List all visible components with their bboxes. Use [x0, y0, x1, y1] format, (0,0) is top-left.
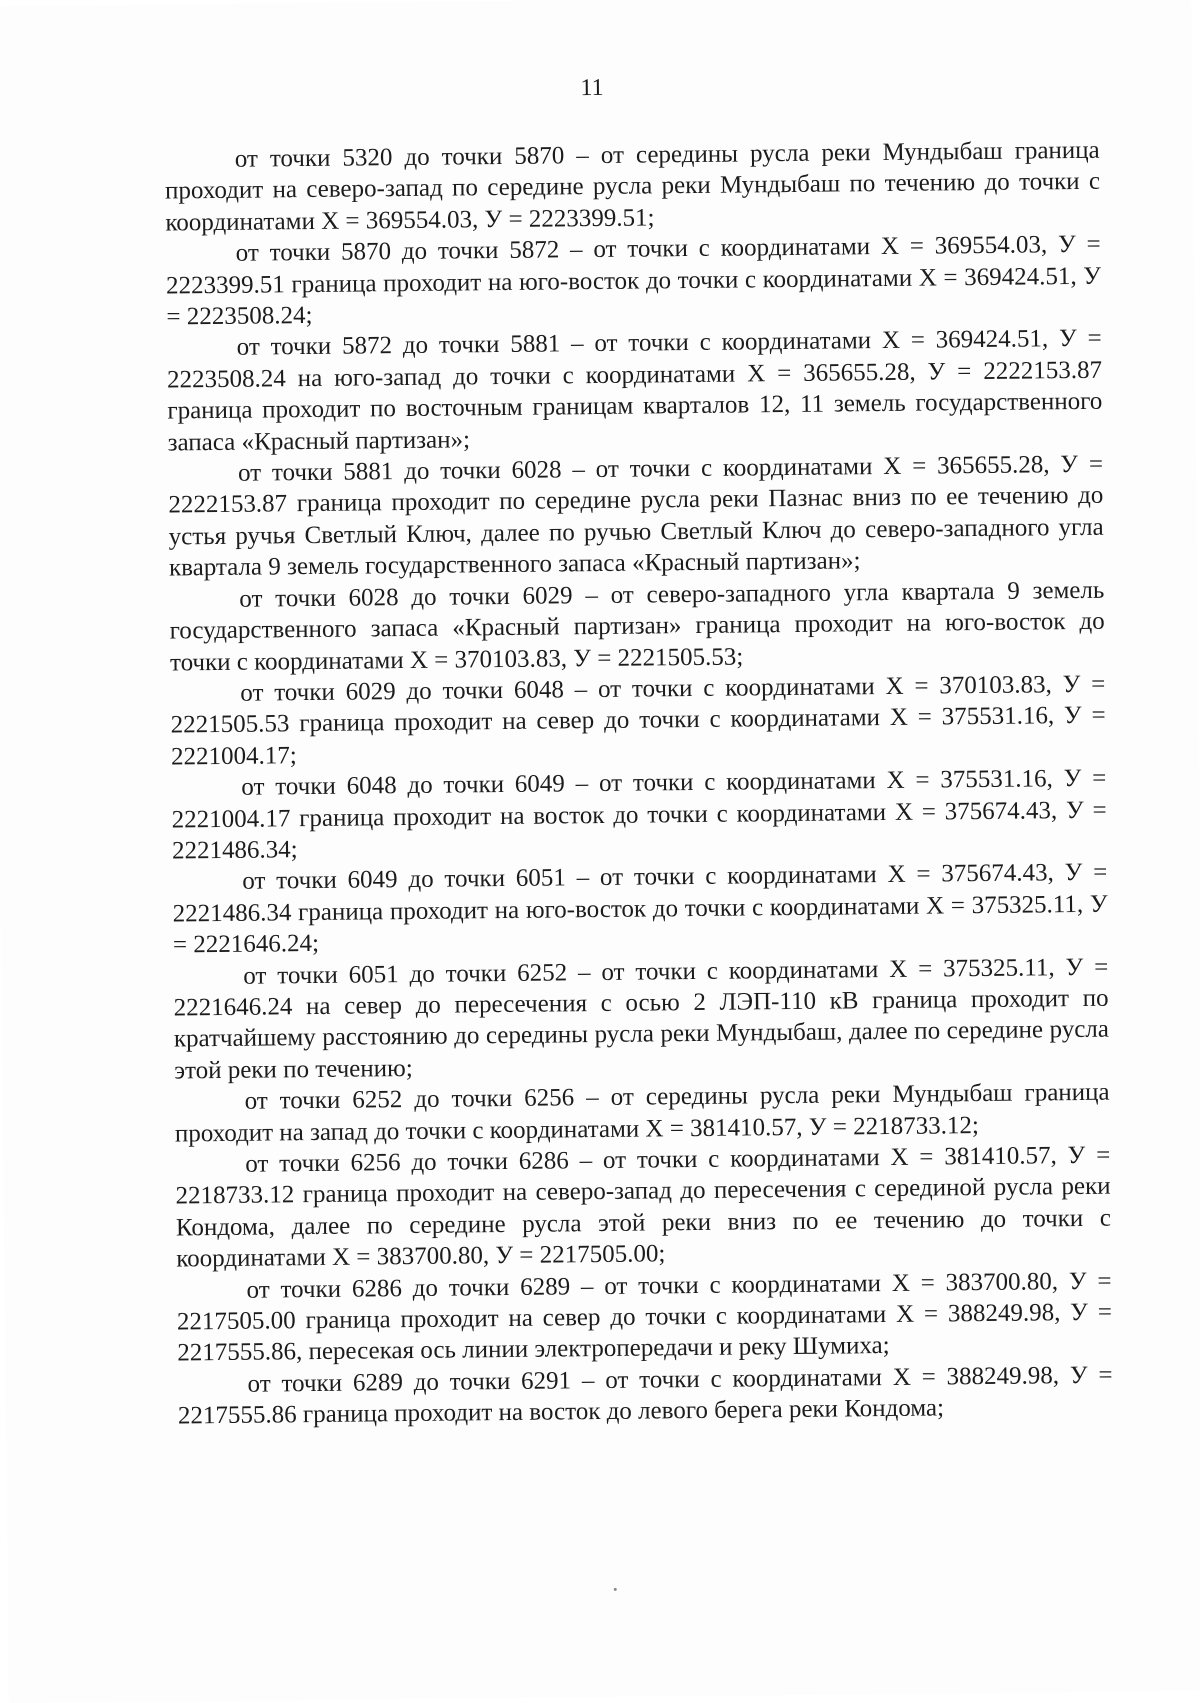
- paragraph-6289-6291: от точки 6289 до точки 6291 – от точки с координатами Х = 388249.98, У = 2217555.86 граница проходит на восток до левого берега реки Кондома;: [177, 1361, 1113, 1430]
- paragraph-6049-6051: от точки 6049 до точки 6051 – от точки с координатами Х = 375674.43, У = 2221486.34 граница проходит на юго-восток до точки с координатами Х = 375325.11, У = 2221646.24;: [172, 859, 1108, 959]
- page-number: 11: [580, 74, 604, 102]
- paragraph-6048-6049: от точки 6048 до точки 6049 – от точки с координатами Х = 375531.16, У = 2221004.17 граница проходит на восток до точки с координатами Х = 375674.43, У = 2221486.34;: [171, 764, 1107, 865]
- paragraph-5870-5872: от точки 5870 до точки 5872 – от точки с координатами Х = 369554.03, У = 2223399.51 граница проходит на юго-восток до точки с координатами Х = 369424.51, У = 2223508.24;: [165, 230, 1102, 331]
- paragraph-6028-6029: от точки 6028 до точки 6029 – от северо-западного угла квартала 9 земель государственного запаса «Красный партизан» граница проходит на юго-восток до точки с координатами Х = 370103.83, У = 2221505.53;: [169, 576, 1105, 676]
- paragraph-6252-6256: от точки 6252 до точки 6256 – от середины русла реки Мундыбаш граница проходит на запад до точки с координатами Х = 381410.57, У = 2218733.12;: [174, 1078, 1110, 1148]
- paragraph-6286-6289: от точки 6286 до точки 6289 – от точки с координатами Х = 383700.80, У = 2217505.00 граница проходит на север до точки с координатами Х = 388249.98, У = 2217555.86, пересекая ось линии электропередачи и реку Шумиха;: [176, 1267, 1113, 1367]
- paragraph-6051-6252: от точки 6051 до точки 6252 – от точки с координатами Х = 375325.11, У = 2221646.24 на север до пересечения с осью 2 ЛЭП-110 кВ граница проходит по кратчайшему расстоянию до середины русла реки Мундыбаш, далее по середине русла этой реки по течению;: [173, 953, 1110, 1085]
- document-body: [165, 135, 1113, 1432]
- paragraph-5872-5881: от точки 5872 до точки 5881 – от точки с координатами Х = 369424.51, У = 2223508.24 на юго-запад до точки с координатами Х = 365655.28, У = 2222153.87 граница проходит по восточным границам кварталов 12, 11 земель государственного запаса «Красный партизан»;: [166, 325, 1103, 457]
- scan-speck: [614, 1588, 617, 1591]
- paragraph-6029-6048: от точки 6029 до точки 6048 – от точки с координатами Х = 370103.83, У = 2221505.53 граница проходит на север до точки с координатами Х = 375531.16, У = 2221004.17;: [170, 670, 1106, 771]
- paragraph-6256-6286: от точки 6256 до точки 6286 – от точки с координатами Х = 381410.57, У = 2218733.12 граница проходит на северо-запад до пересечения с серединой русла реки Кондома, далее по середине русла этой реки вниз по ее течению до точки с координатами Х = 383700.80, У = 2217505.00;: [175, 1141, 1112, 1273]
- paragraph-5320-5870: от точки 5320 до точки 5870 – от середины русла реки Мундыбаш граница проходит на северо-запад по середине русла реки Мундыбаш по течению до точки с координатами Х = 369554.03, У = 2223399.51;: [164, 136, 1101, 237]
- paragraph-5881-6028: от точки 5881 до точки 6028 – от точки с координатами Х = 365655.28, У = 2222153.87 граница проходит по середине русла реки Пазнас вниз по ее течению до устья ручья Светлый Ключ, далее по ручью Светлый Ключ до северо-западного угла квартала 9 земель государственного запаса «Красный партизан»;: [168, 450, 1104, 582]
